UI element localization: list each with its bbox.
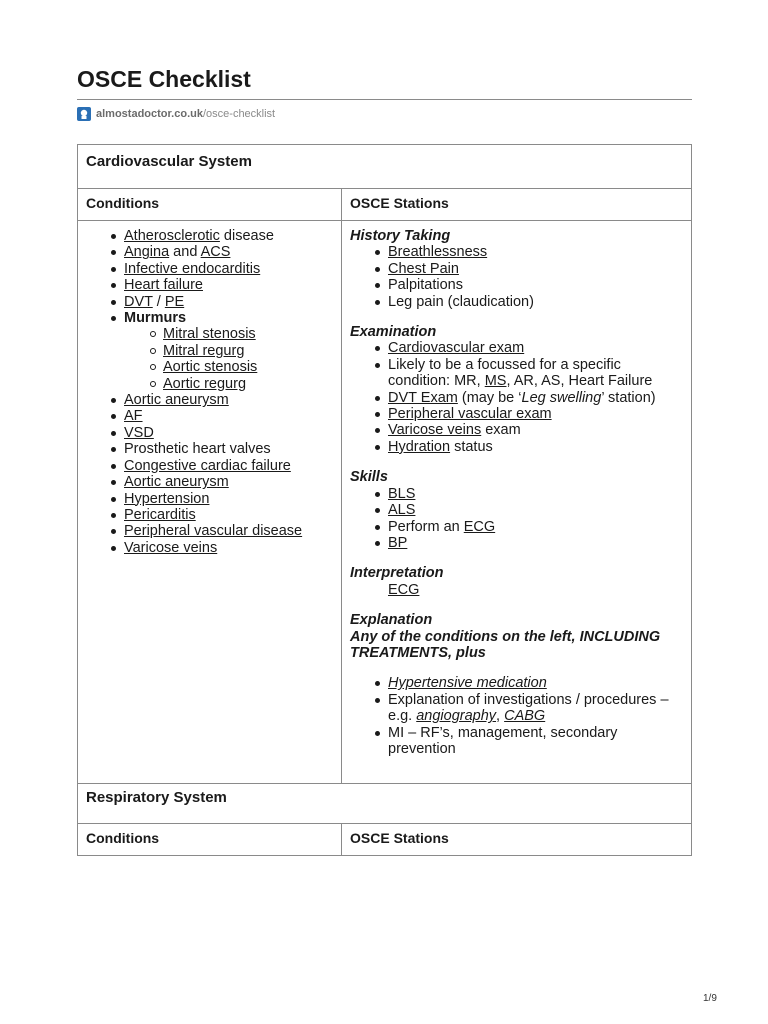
- table-body-row: [78, 220, 691, 783]
- list-item-text: Prosthetic heart valves: [124, 441, 271, 458]
- table-header-row: [78, 823, 691, 855]
- list-item: [388, 675, 683, 691]
- list-item: [124, 441, 333, 457]
- list-item-text: Leg swelling: [521, 389, 602, 406]
- list-item: [124, 277, 333, 293]
- subheading-examination: Examination: [350, 324, 437, 341]
- list-item: [124, 261, 333, 277]
- list-item: [124, 310, 333, 392]
- list-item-text: exam: [481, 422, 521, 439]
- murmurs-sublist: [124, 326, 333, 392]
- list-item: [388, 439, 683, 455]
- link-ms[interactable]: MS: [484, 373, 507, 390]
- list-item: [388, 535, 683, 551]
- link-vsd[interactable]: VSD: [124, 424, 154, 441]
- link-acs[interactable]: ACS: [200, 244, 231, 261]
- list-item: [124, 244, 333, 260]
- list-item: [163, 359, 333, 375]
- subheading-explanation: Explanation: [350, 612, 433, 629]
- interpretation-item: [350, 582, 683, 598]
- list-item: [388, 294, 683, 310]
- list-item: [124, 408, 333, 424]
- link-heart-failure[interactable]: Heart failure: [124, 277, 203, 294]
- list-item: [163, 343, 333, 359]
- list-item: [388, 244, 683, 260]
- link-af[interactable]: AF: [124, 408, 143, 425]
- list-item: [388, 422, 683, 438]
- link-cardiovascular-exam[interactable]: Cardiovascular exam: [388, 340, 525, 357]
- table-header-row: [78, 188, 691, 220]
- list-item: [388, 390, 683, 406]
- section-heading-respiratory: Respiratory System: [86, 789, 227, 806]
- column-header-osce-stations: OSCE Stations: [350, 830, 449, 846]
- list-item: [388, 340, 683, 356]
- skills-list: [350, 486, 683, 552]
- link-chest-pain[interactable]: Chest Pain: [388, 260, 459, 277]
- list-item: [388, 725, 683, 758]
- list-item-text: Leg pain (claudication): [388, 293, 534, 310]
- section-heading-cardiovascular: Cardiovascular System: [86, 153, 252, 170]
- link-aortic-aneurysm-2[interactable]: Aortic aneurysm: [124, 474, 229, 491]
- list-item: [124, 507, 333, 523]
- link-cabg[interactable]: CABG: [504, 708, 546, 725]
- history-list: [350, 244, 683, 310]
- link-hypertension[interactable]: Hypertension: [124, 490, 210, 507]
- link-atherosclerotic[interactable]: Atherosclerotic: [124, 228, 220, 244]
- list-item-text: Explanation of investigations / procedures – e.g.: [388, 691, 669, 725]
- list-item-text: disease: [219, 228, 274, 244]
- link-pe[interactable]: PE: [164, 293, 185, 310]
- list-item-text: and: [169, 244, 201, 261]
- page-number: 1/9: [703, 993, 717, 1004]
- conditions-list: [124, 228, 333, 556]
- site-favicon-icon: [77, 107, 91, 121]
- osce-stations-cell: [342, 221, 691, 783]
- list-item: [124, 294, 333, 310]
- respiratory-table: [77, 781, 692, 856]
- column-header-osce-stations: OSCE Stations: [350, 195, 449, 211]
- title-divider: [77, 99, 692, 100]
- list-item: [124, 474, 333, 490]
- source-path[interactable]: /osce-checklist: [202, 108, 276, 120]
- link-angina[interactable]: Angina: [124, 244, 170, 261]
- cardiovascular-table: [77, 144, 692, 784]
- link-peripheral-vascular-disease[interactable]: Peripheral vascular disease: [124, 523, 303, 540]
- link-ecg-interpretation[interactable]: ECG: [388, 581, 420, 598]
- explanation-list: [350, 675, 683, 757]
- page-title: OSCE Checklist: [77, 66, 251, 92]
- link-aortic-aneurysm[interactable]: Aortic aneurysm: [124, 392, 229, 409]
- link-dvt-exam[interactable]: DVT Exam: [388, 389, 458, 406]
- link-mitral-regurg[interactable]: Mitral regurg: [163, 342, 245, 359]
- list-item-text: MI – RF’s, management, secondary prevention: [388, 724, 618, 757]
- link-mitral-stenosis[interactable]: Mitral stenosis: [163, 326, 256, 343]
- examination-list: [350, 340, 683, 455]
- link-pericarditis[interactable]: Pericarditis: [124, 506, 196, 523]
- list-item-text: Likely to be a focussed for a specific condition: MR,: [388, 356, 621, 390]
- link-breathlessness[interactable]: Breathlessness: [388, 244, 488, 261]
- list-item: [124, 425, 333, 441]
- list-item: [388, 692, 683, 725]
- list-item-text: (may be ‘: [457, 389, 522, 406]
- link-hydration[interactable]: Hydration: [388, 438, 451, 455]
- link-ecg[interactable]: ECG: [463, 518, 496, 535]
- list-item: [124, 392, 333, 408]
- link-peripheral-vascular-exam[interactable]: Peripheral vascular exam: [388, 406, 552, 423]
- list-item: [388, 502, 683, 518]
- list-item: [388, 519, 683, 535]
- source-url[interactable]: [77, 105, 275, 123]
- list-item-text: Perform an: [388, 518, 464, 535]
- link-bls[interactable]: BLS: [388, 485, 416, 502]
- link-angiography[interactable]: angiography: [416, 708, 497, 725]
- subheading-skills: Skills: [350, 469, 388, 486]
- explanation-note: Any of the conditions on the left, INCLUDING TREATMENTS, plus: [350, 628, 661, 661]
- link-bp[interactable]: BP: [388, 534, 408, 551]
- conditions-cell: [78, 221, 342, 783]
- subheading-history-taking: History Taking: [350, 228, 451, 244]
- link-aortic-regurg[interactable]: Aortic regurg: [163, 375, 247, 392]
- list-item: [124, 523, 333, 539]
- list-item-text: ’ station): [601, 389, 656, 406]
- link-congestive-cardiac-failure[interactable]: Congestive cardiac failure: [124, 457, 291, 474]
- list-item-text: ,: [496, 708, 505, 725]
- list-item-text: , AR, AS, Heart Failure: [506, 373, 653, 390]
- link-dvt[interactable]: DVT: [124, 293, 153, 310]
- link-hypertensive-medication[interactable]: Hypertensive medication: [388, 675, 547, 692]
- list-item: [388, 406, 683, 422]
- list-item: [124, 458, 333, 474]
- list-item: [388, 277, 683, 293]
- list-item: [388, 261, 683, 277]
- list-item-text: Palpitations: [388, 277, 463, 294]
- subheading-interpretation: Interpretation: [350, 565, 444, 582]
- column-header-conditions: Conditions: [78, 824, 342, 855]
- list-item: [388, 357, 683, 390]
- source-domain[interactable]: almostadoctor.co.uk: [96, 108, 203, 120]
- link-aortic-stenosis[interactable]: Aortic stenosis: [163, 359, 258, 376]
- column-header-conditions: Conditions: [78, 189, 342, 220]
- link-als[interactable]: ALS: [388, 502, 416, 519]
- link-varicose-veins-exam[interactable]: Varicose veins: [388, 422, 482, 439]
- link-varicose-veins[interactable]: Varicose veins: [124, 539, 218, 556]
- link-infective-endocarditis[interactable]: Infective endocarditis: [124, 260, 261, 277]
- list-item: [124, 540, 333, 556]
- list-item-text: status: [450, 438, 493, 455]
- list-item: [124, 491, 333, 507]
- list-item: [163, 326, 333, 342]
- list-item-text: /: [152, 293, 165, 310]
- murmurs-label: Murmurs: [124, 310, 187, 327]
- list-item: [388, 486, 683, 502]
- list-item: [124, 228, 333, 244]
- list-item: [163, 376, 333, 392]
